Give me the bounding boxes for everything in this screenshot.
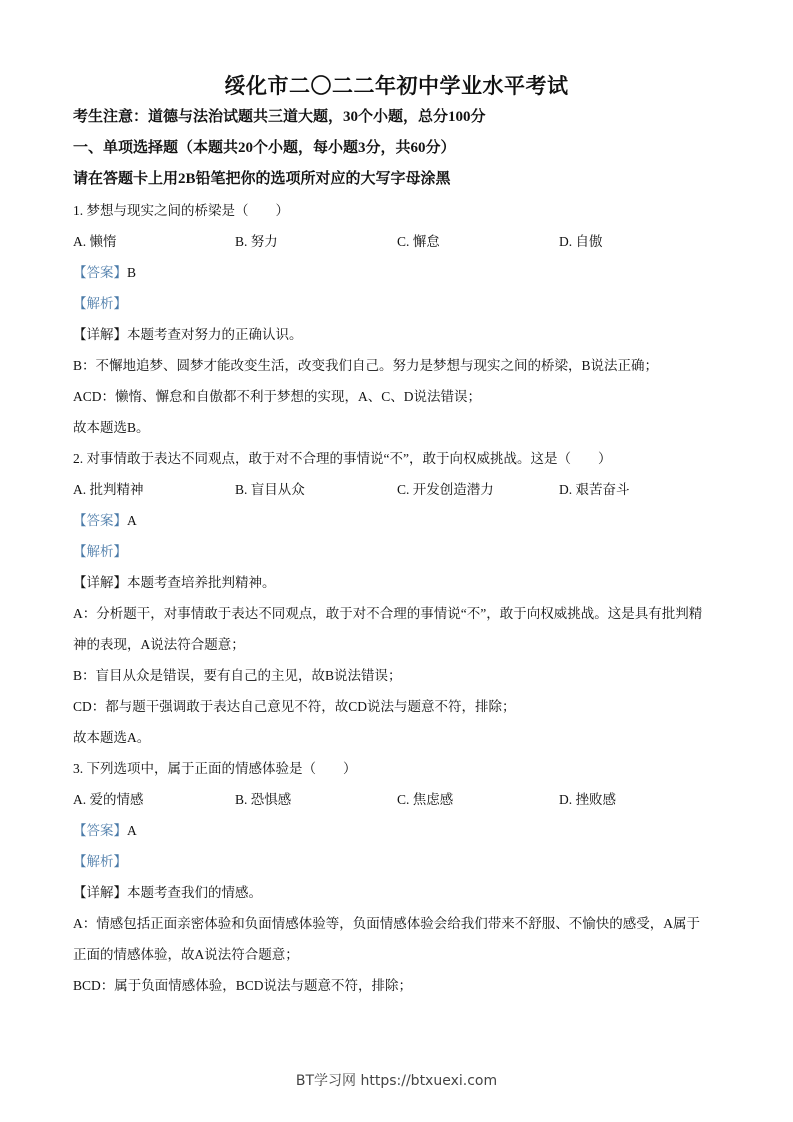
- footer-watermark: BT学习网 https://btxuexi.com: [295, 1073, 498, 1089]
- question-3-stem: 3. 下列选项中，属于正面的情感体验是（ ）: [73, 761, 357, 776]
- exam-notice: 考生注意：道德与法治试题共三道大题，30个小题，总分100分: [73, 109, 486, 125]
- question-1-stem: 1. 梦想与现实之间的桥梁是（ ）: [73, 203, 289, 218]
- answer-tag: 【答案】: [73, 513, 127, 528]
- explanation-line: CD：都与题干强调敢于表达自己意见不符，故CD说法与题意不符，排除；: [73, 699, 516, 714]
- detail-text: 本题考查培养批判精神。: [127, 575, 276, 590]
- answer-line: [73, 815, 733, 846]
- option-d: D. 自傲: [559, 234, 603, 249]
- section-heading: 一、单项选择题（本题共20个小题，每小题3分，共60分）: [73, 140, 456, 156]
- explanation-line: A：情感包括正面亲密体验和负面情感体验等，负面情感体验会给我们带来不舒服、不愉快的感受，A属于: [73, 916, 700, 931]
- option-b: B. 努力: [235, 234, 278, 249]
- answer-value: A: [127, 513, 137, 528]
- explanation-line: 正面的情感体验，故A说法符合题意；: [73, 947, 299, 962]
- answer-line: [73, 257, 733, 288]
- detail-text: 本题考查对努力的正确认识。: [127, 327, 303, 342]
- instruction: 请在答题卡上用2B铅笔把你的选项所对应的大写字母涂黑: [73, 171, 451, 187]
- analysis-tag: 【解析】: [73, 544, 127, 559]
- option-c: C. 开发创造潜力: [397, 482, 494, 497]
- explanation-line: 故本题选B。: [73, 420, 150, 435]
- detail-tag: 【详解】: [73, 885, 127, 900]
- option-b: B. 恐惧感: [235, 792, 292, 807]
- option-d: D. 挫败感: [559, 792, 616, 807]
- explanation-line: B：盲目从众是错误，要有自己的主见，故B说法错误；: [73, 668, 402, 683]
- detail-text: 本题考查我们的情感。: [127, 885, 262, 900]
- explanation-line: 故本题选A。: [73, 730, 151, 745]
- option-a: A. 爱的情感: [73, 792, 144, 807]
- answer-tag: 【答案】: [73, 823, 127, 838]
- analysis-tag: 【解析】: [73, 296, 127, 311]
- answer-value: B: [127, 265, 137, 280]
- question-2-options: [73, 474, 733, 505]
- exam-content: [73, 102, 733, 1001]
- answer-line: [73, 505, 733, 536]
- explanation-line: A：分析题干，对事情敢于表达不同观点，敢于对不合理的事情说“不”，敢于向权威挑战。这是具有批判精: [73, 606, 703, 621]
- detail-line: [73, 567, 733, 598]
- analysis-tag: 【解析】: [73, 854, 127, 869]
- explanation-line: 神的表现，A说法符合题意；: [73, 637, 245, 652]
- explanation-line: ACD：懒惰、懈怠和自傲都不利于梦想的实现，A、C、D说法错误；: [73, 389, 482, 404]
- option-b: B. 盲目从众: [235, 482, 305, 497]
- detail-tag: 【详解】: [73, 327, 127, 342]
- question-1-options: [73, 226, 733, 257]
- option-c: C. 懈怠: [397, 234, 440, 249]
- option-c: C. 焦虑感: [397, 792, 454, 807]
- answer-tag: 【答案】: [73, 265, 127, 280]
- detail-tag: 【详解】: [73, 575, 127, 590]
- question-3-options: [73, 784, 733, 815]
- detail-line: [73, 319, 733, 350]
- explanation-line: BCD：属于负面情感体验，BCD说法与题意不符，排除；: [73, 978, 413, 993]
- option-a: A. 懒惰: [73, 234, 117, 249]
- explanation-line: B：不懈地追梦、圆梦才能改变生活，改变我们自己。努力是梦想与现实之间的桥梁，B说法正确；: [73, 358, 659, 373]
- option-a: A. 批判精神: [73, 482, 144, 497]
- option-d: D. 艰苦奋斗: [559, 482, 630, 497]
- exam-title: 绥化市二〇二二年初中学业水平考试: [224, 74, 569, 98]
- detail-line: [73, 877, 733, 908]
- question-2-stem: 2. 对事情敢于表达不同观点，敢于对不合理的事情说“不”，敢于向权威挑战。这是（ ）: [73, 451, 612, 466]
- answer-value: A: [127, 823, 137, 838]
